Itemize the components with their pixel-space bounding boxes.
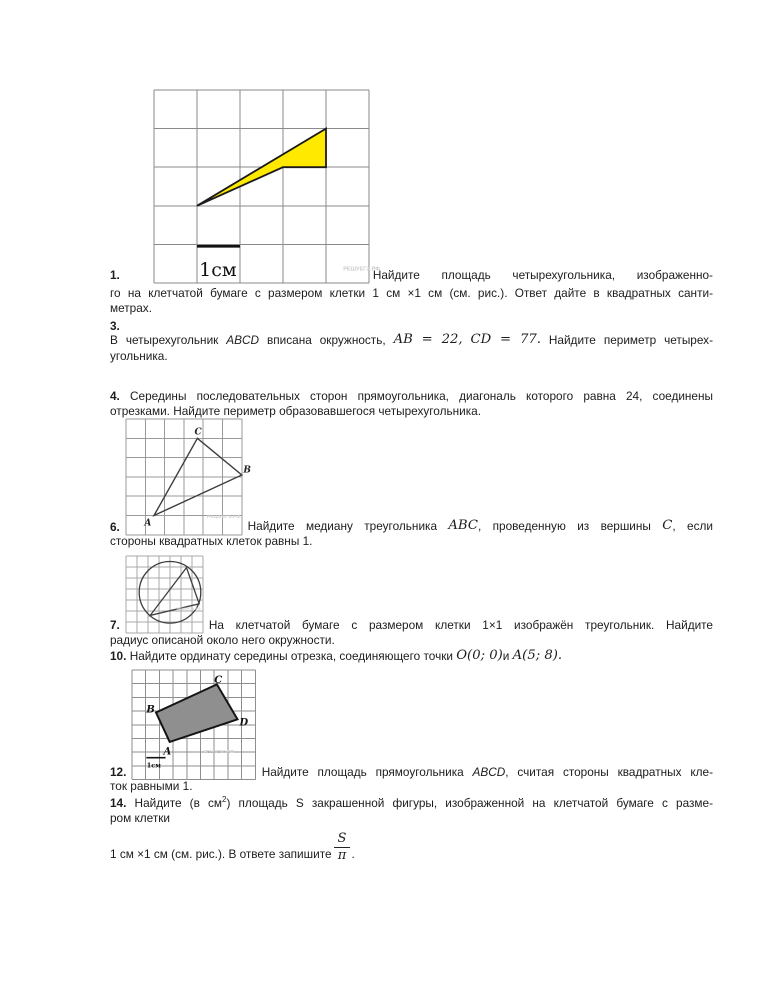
problem-4-seg1: Середины последовательных сторон прямоугольника, диагональ которого равна 24, соединены — [130, 388, 713, 403]
problem-3-text-line-2: угольника. — [110, 349, 168, 364]
svg-text:РЕШУЕГЭ.РФ: РЕШУЕГЭ.РФ — [204, 748, 235, 754]
problem-12-seg1: Найдите площадь прямоугольника — [261, 764, 473, 779]
problem-3-math-ab: AB = 22, — [393, 332, 463, 348]
problem-12-text-line-1 — [262, 765, 713, 780]
figure-gray-rectangle-grid — [132, 670, 255, 780]
problem-12-seg2: , считая стороны квадратных кле- — [505, 764, 713, 779]
figure-gray-rectangle-grid-svg — [132, 670, 255, 780]
problem-4 — [110, 389, 713, 419]
problem-3-text-line-1 — [110, 333, 713, 349]
svg-text:A: A — [163, 746, 172, 758]
problem-14-text-line-3 — [110, 832, 713, 862]
problem-12-text-line-2: ток равными 1. — [110, 779, 193, 794]
problem-4-text-line-1 — [110, 389, 713, 404]
problem-7-text-line-2: радиус описаной около него окружности. — [110, 633, 335, 648]
figure-yellow-quadrilateral-grid — [154, 90, 380, 283]
figure-triangle-abc-grid — [126, 419, 251, 535]
fraction-s-over-pi — [334, 832, 351, 864]
svg-text:1см: 1см — [147, 761, 162, 770]
problem-6-math-c: C — [662, 517, 673, 533]
problem-6-math-abc: ABC — [448, 517, 478, 533]
problem-3 — [110, 319, 713, 364]
svg-text:D: D — [239, 717, 249, 729]
problem-7-text-line-1: На клетчатой бумаге с размером клетки 1×1 изображён треугольник. Найдите — [208, 618, 713, 633]
problem-6-first-line — [110, 419, 713, 535]
svg-text:РЕШУЕГЭ.РФ: РЕШУЕГЭ.РФ — [343, 266, 380, 273]
problem-14-seg2: ) площадь S закрашенной фигуры, изображенной на клетчатой бумаге с разме- — [226, 796, 714, 811]
problem-12-number: 12. — [110, 764, 127, 779]
problem-7-number: 7. — [110, 618, 120, 633]
figure-circumscribed-circle-grid — [126, 556, 203, 633]
svg-text:РЕШУЕГЭ.РФ: РЕШУЕГЭ.РФ — [206, 513, 241, 520]
problem-10-seg2: и — [502, 648, 513, 663]
problem-14-seg3: 1 см ×1 см (см. рис.). В ответе запишите — [110, 846, 332, 861]
problem-1-first-line — [110, 90, 713, 283]
figure-yellow-quadrilateral-grid-svg — [154, 90, 380, 283]
svg-text:1см: 1см — [198, 259, 237, 282]
problem-6-seg1: Найдите медиану треугольника — [247, 518, 449, 533]
problem-1-text-line-1: Найдите площадь четырехугольника, изображенно- — [372, 268, 713, 283]
problem-3-seg1: В четырехугольник — [110, 333, 227, 348]
problem-3-abcd: ABCD — [226, 333, 260, 348]
svg-text:B: B — [146, 704, 156, 716]
svg-text:C: C — [214, 674, 223, 686]
problem-14 — [110, 795, 714, 864]
svg-text:РЕШУЕГЭ.РФ: РЕШУЕГЭ.РФ — [176, 607, 201, 612]
problem-3-number: 3. — [110, 318, 120, 333]
problem-14-number: 14. — [110, 796, 127, 811]
problem-6-seg2: , проведенную из вершины — [477, 518, 663, 533]
fraction-denominator: π — [337, 848, 347, 864]
problem-12-abcd: ABCD — [472, 764, 506, 779]
problem-3-space — [463, 333, 471, 347]
svg-text:A: A — [144, 518, 152, 529]
problem-4-number: 4. — [110, 388, 120, 403]
problem-1-number: 1. — [110, 268, 120, 283]
problem-14-text-line-2: ром клетки — [110, 810, 171, 825]
problem-14-seg4: . — [351, 846, 355, 861]
problem-3-seg3: Найдите периметр четырех- — [540, 333, 713, 348]
problem-14-seg1: Найдите (в см — [134, 796, 222, 811]
problem-10-text-line — [110, 649, 713, 665]
problem-10-math-a: A(5; 8). — [512, 647, 563, 663]
problem-10-math-o: O(0; 0) — [456, 647, 503, 663]
problem-3-seg2: вписана окружность, — [259, 333, 394, 348]
problem-12-first-line — [110, 670, 713, 780]
problem-1-text-line-2: го на клетчатой бумаге с размером клетки 1 см ×1 см (см. рис.). Ответ дайте в квадратных санти- — [110, 286, 713, 300]
problem-1-text-line-3: метрах. — [110, 300, 152, 315]
problem-6-number: 6. — [110, 519, 120, 534]
figure-triangle-abc-grid-svg — [126, 419, 251, 535]
problem-10-number: 10. — [110, 648, 127, 663]
svg-text:B: B — [243, 465, 251, 476]
fraction-numerator: S — [337, 830, 347, 846]
problem-7-first-line — [110, 556, 713, 633]
problem-6-text-line-2: стороны квадратных клеток равны 1. — [110, 534, 313, 549]
problem-4-text-line-2: отрезками. Найдите периметр образовавшегося четырехугольника. — [110, 403, 481, 418]
problem-6-seg3: , если — [672, 518, 713, 533]
problem-14-superscript-2: 2 — [222, 795, 227, 805]
problem-14-text-line-1 — [110, 796, 713, 811]
svg-text:C: C — [194, 427, 202, 438]
figure-circumscribed-circle-grid-svg — [126, 556, 203, 633]
problem-10-seg1: Найдите ординату середины отрезка, соединяющего точки — [129, 648, 457, 663]
problem-3-math-cd: CD = 77. — [470, 332, 541, 348]
problem-6-text-line-1 — [248, 519, 713, 535]
